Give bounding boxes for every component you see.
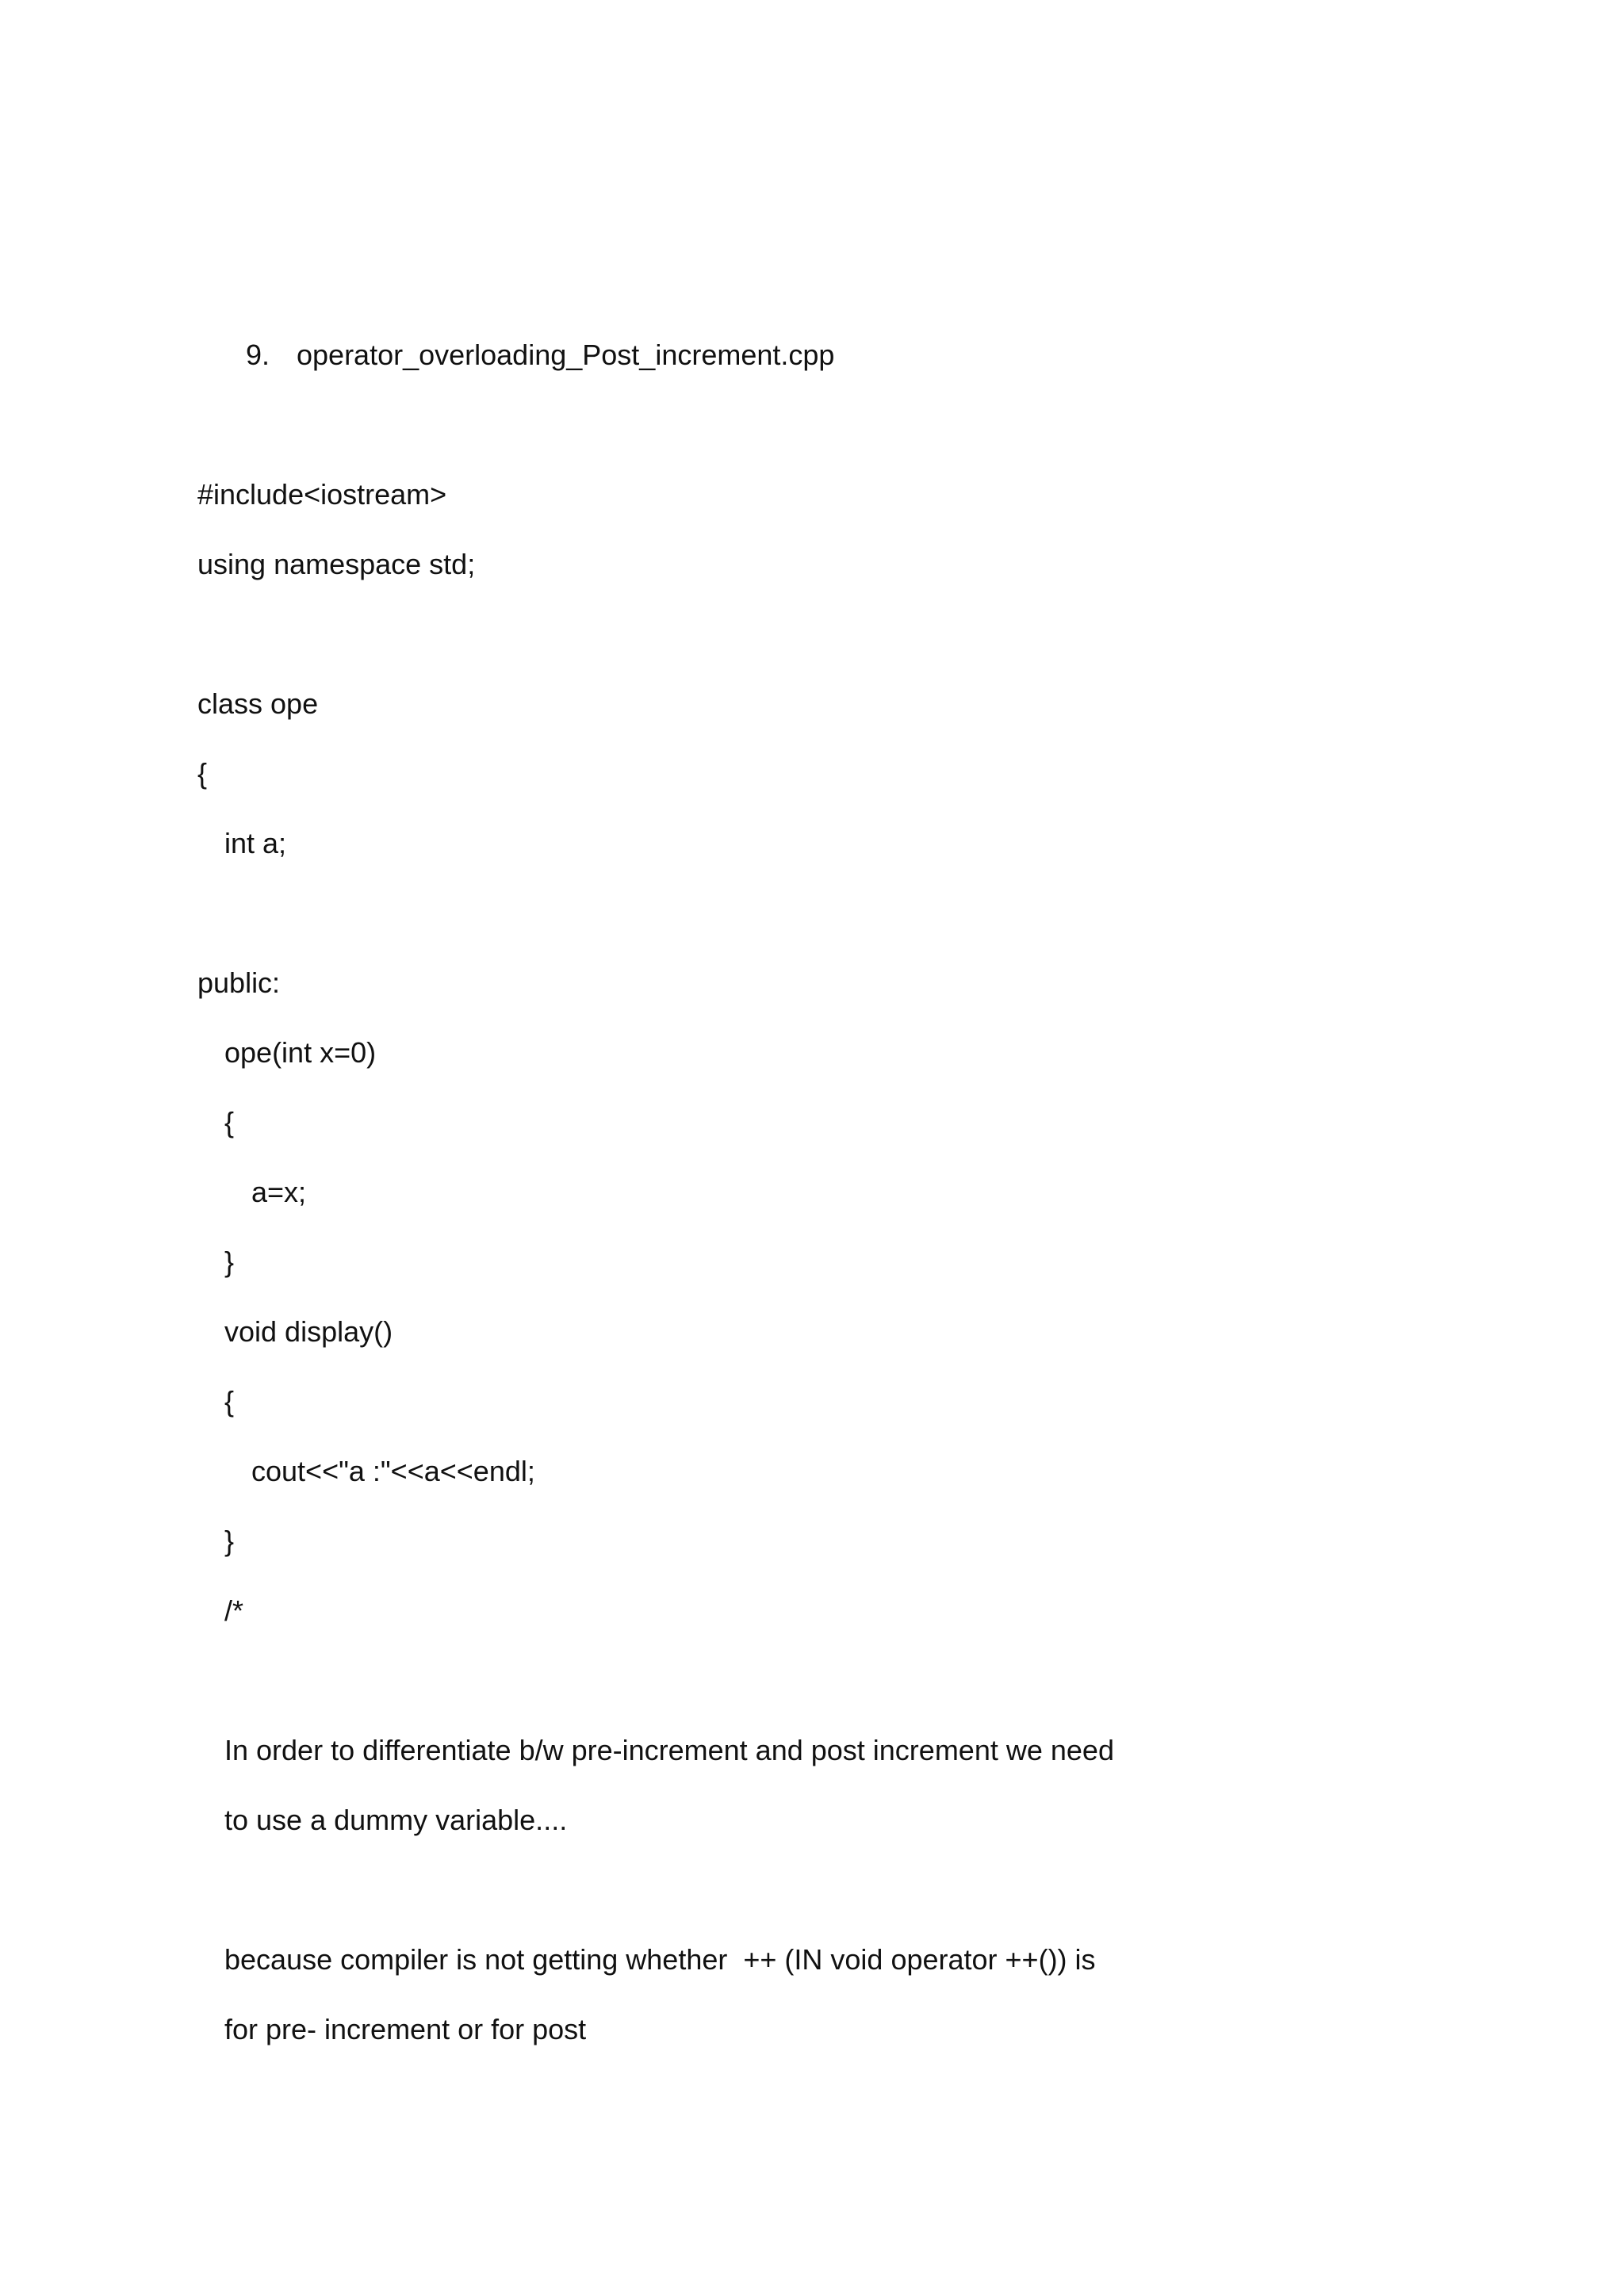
heading-number: 9. [246, 339, 270, 371]
code-line: { [224, 1385, 235, 1418]
blank-line [197, 1871, 1114, 1941]
code-line: ope(int x=0) [224, 1036, 377, 1069]
code-line: for pre- increment or for post [224, 2013, 587, 2045]
blank-line [197, 1662, 1114, 1732]
code-line: In order to differentiate b/w pre-increment and post increment we need [224, 1734, 1114, 1766]
section-heading [246, 336, 834, 374]
code-line: a=x; [251, 1176, 307, 1208]
blank-line [197, 615, 1114, 685]
code-line: } [224, 1246, 235, 1278]
code-line: to use a dummy variable.... [224, 1804, 568, 1836]
code-listing [197, 476, 1114, 2080]
code-line: cout<<"a :"<<a<<endl; [251, 1455, 535, 1487]
code-line: { [197, 757, 208, 790]
code-line: void display() [224, 1315, 393, 1348]
code-line: { [224, 1106, 235, 1138]
heading-title: operator_overloading_Post_increment.cpp [297, 339, 835, 371]
code-line: because compiler is not getting whether ++ (IN void operator ++()) is [224, 1943, 1096, 1976]
code-line: using namespace std; [197, 548, 476, 580]
blank-line [197, 894, 1114, 964]
code-line: class ope [197, 687, 319, 720]
code-line: } [224, 1525, 235, 1557]
code-line: #include<iostream> [197, 478, 447, 511]
code-line: public: [197, 966, 281, 999]
code-line: int a; [224, 827, 287, 859]
code-line: /* [224, 1594, 244, 1627]
